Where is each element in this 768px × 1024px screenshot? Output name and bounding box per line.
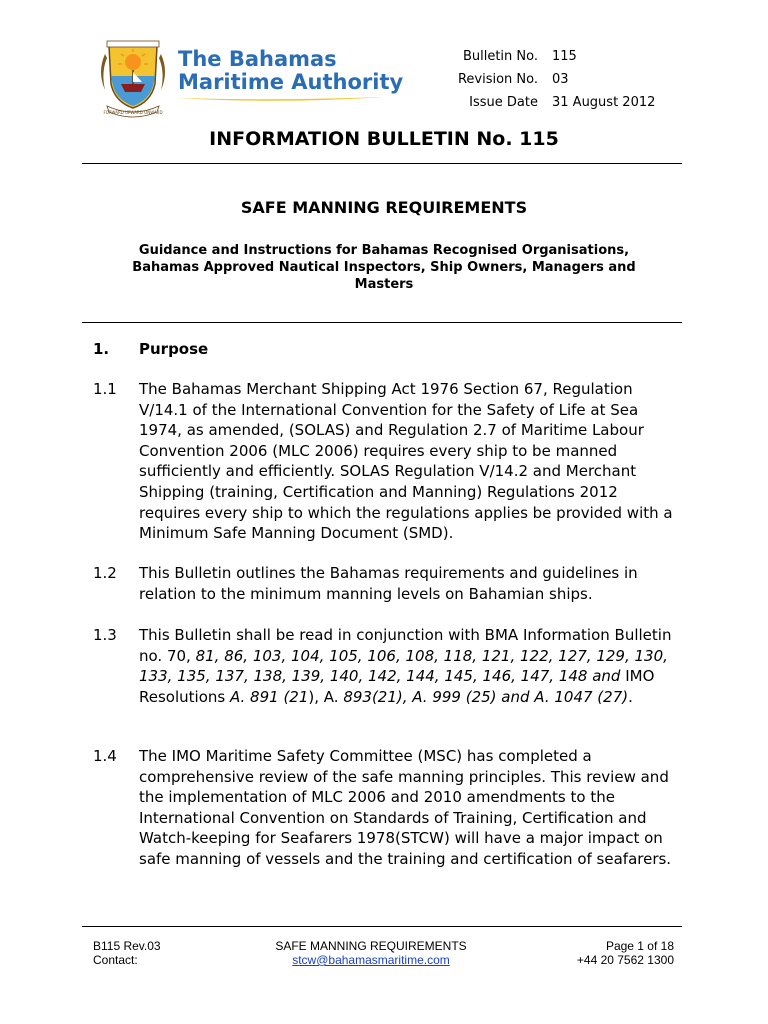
section-number: 1. bbox=[93, 340, 110, 358]
issue-date-value: 31 August 2012 bbox=[552, 95, 656, 110]
paragraph-text: This Bulletin shall be read in conjunction with BMA Information Bulletin no. 70, 81, 86, 103, 104, 105, 106, 108, 118, 121, 122, 127, 129, 130, 133, 135, 137, 138, 139, 140, 142, 144, 145, 146, 147, 148 and IMO Resolutions A. 891 (21), A. 893(21), A. 999 (25) and A. 1047 (27). bbox=[139, 626, 672, 706]
guidance-line-1: Guidance and Instructions for Bahamas Recognised Organisations, bbox=[138, 243, 630, 258]
paragraph-text: This Bulletin outlines the Bahamas requirements and guidelines in relation to the minimum manning levels on Bahamian ships. bbox=[139, 564, 638, 603]
paragraph-text: The Bahamas Merchant Shipping Act 1976 Section 67, Regulation V/14.1 of the International Convention for the Safety of Life at Sea 1974, as amended, (SOLAS) and Regulation 2.7 of Maritime Labour Convention 2006 (MLC 2006) requires every ship to be manned sufficiently and efficiently. SOLAS Regulation V/14.2 and Merchant Shipping (training, Certification and Manning) Regulations 2012 requires every ship to which the regulations applies be provided with a Minimum Safe Manning Document (SMD). bbox=[139, 380, 673, 543]
revision-no-value: 03 bbox=[552, 72, 569, 87]
footer-title: SAFE MANNING REQUIREMENTS bbox=[275, 939, 467, 953]
bulletin-no-label: Bulletin No. bbox=[462, 49, 538, 64]
divider-middle bbox=[82, 322, 682, 323]
paragraph-number: 1.2 bbox=[93, 564, 117, 582]
bma-crest-logo bbox=[93, 38, 173, 118]
footer-doc-ref: B115 Rev.03 bbox=[93, 939, 161, 953]
footer-page-number: Page 1 of 18 bbox=[605, 939, 674, 953]
section-title: Purpose bbox=[139, 340, 209, 358]
org-name-line2: Maritime Authority bbox=[178, 70, 404, 94]
logo-swoosh bbox=[178, 96, 383, 104]
paragraph-number: 1.4 bbox=[93, 747, 117, 765]
footer-email-link[interactable]: stcw@bahamasmaritime.com bbox=[292, 953, 450, 967]
paragraph-text: The IMO Maritime Safety Committee (MSC) has completed a comprehensive review of the safe manning principles. This review and the implementation of MLC 2006 and 2010 amendments to the International Convention on Standards of Training, Certification and Watch-keeping for Seafarers 1978(STCW) will have a major impact on safe manning of vessels and the training and certification of seafarers. bbox=[139, 747, 672, 868]
guidance-text bbox=[100, 242, 668, 293]
divider-top bbox=[82, 163, 682, 164]
footer-phone: +44 20 7562 1300 bbox=[576, 953, 674, 967]
footer-divider bbox=[82, 926, 682, 927]
issue-date-label: Issue Date bbox=[469, 95, 538, 110]
document-subtitle: SAFE MANNING REQUIREMENTS bbox=[240, 198, 528, 217]
bulletin-no-value: 115 bbox=[552, 49, 577, 64]
svg-text:FORWARD UPWARD ONWARD: FORWARD UPWARD ONWARD bbox=[103, 110, 163, 115]
document-title: INFORMATION BULLETIN No. 115 bbox=[209, 128, 559, 150]
revision-no-label: Revision No. bbox=[457, 72, 538, 87]
paragraph-number: 1.3 bbox=[93, 626, 117, 644]
paragraph-number: 1.1 bbox=[93, 380, 117, 398]
footer-contact-label: Contact: bbox=[93, 953, 138, 967]
guidance-line-2: Bahamas Approved Nautical Inspectors, Ship Owners, Managers and bbox=[132, 260, 636, 275]
org-name-line1: The Bahamas bbox=[178, 47, 337, 71]
guidance-line-3: Masters bbox=[354, 277, 414, 292]
